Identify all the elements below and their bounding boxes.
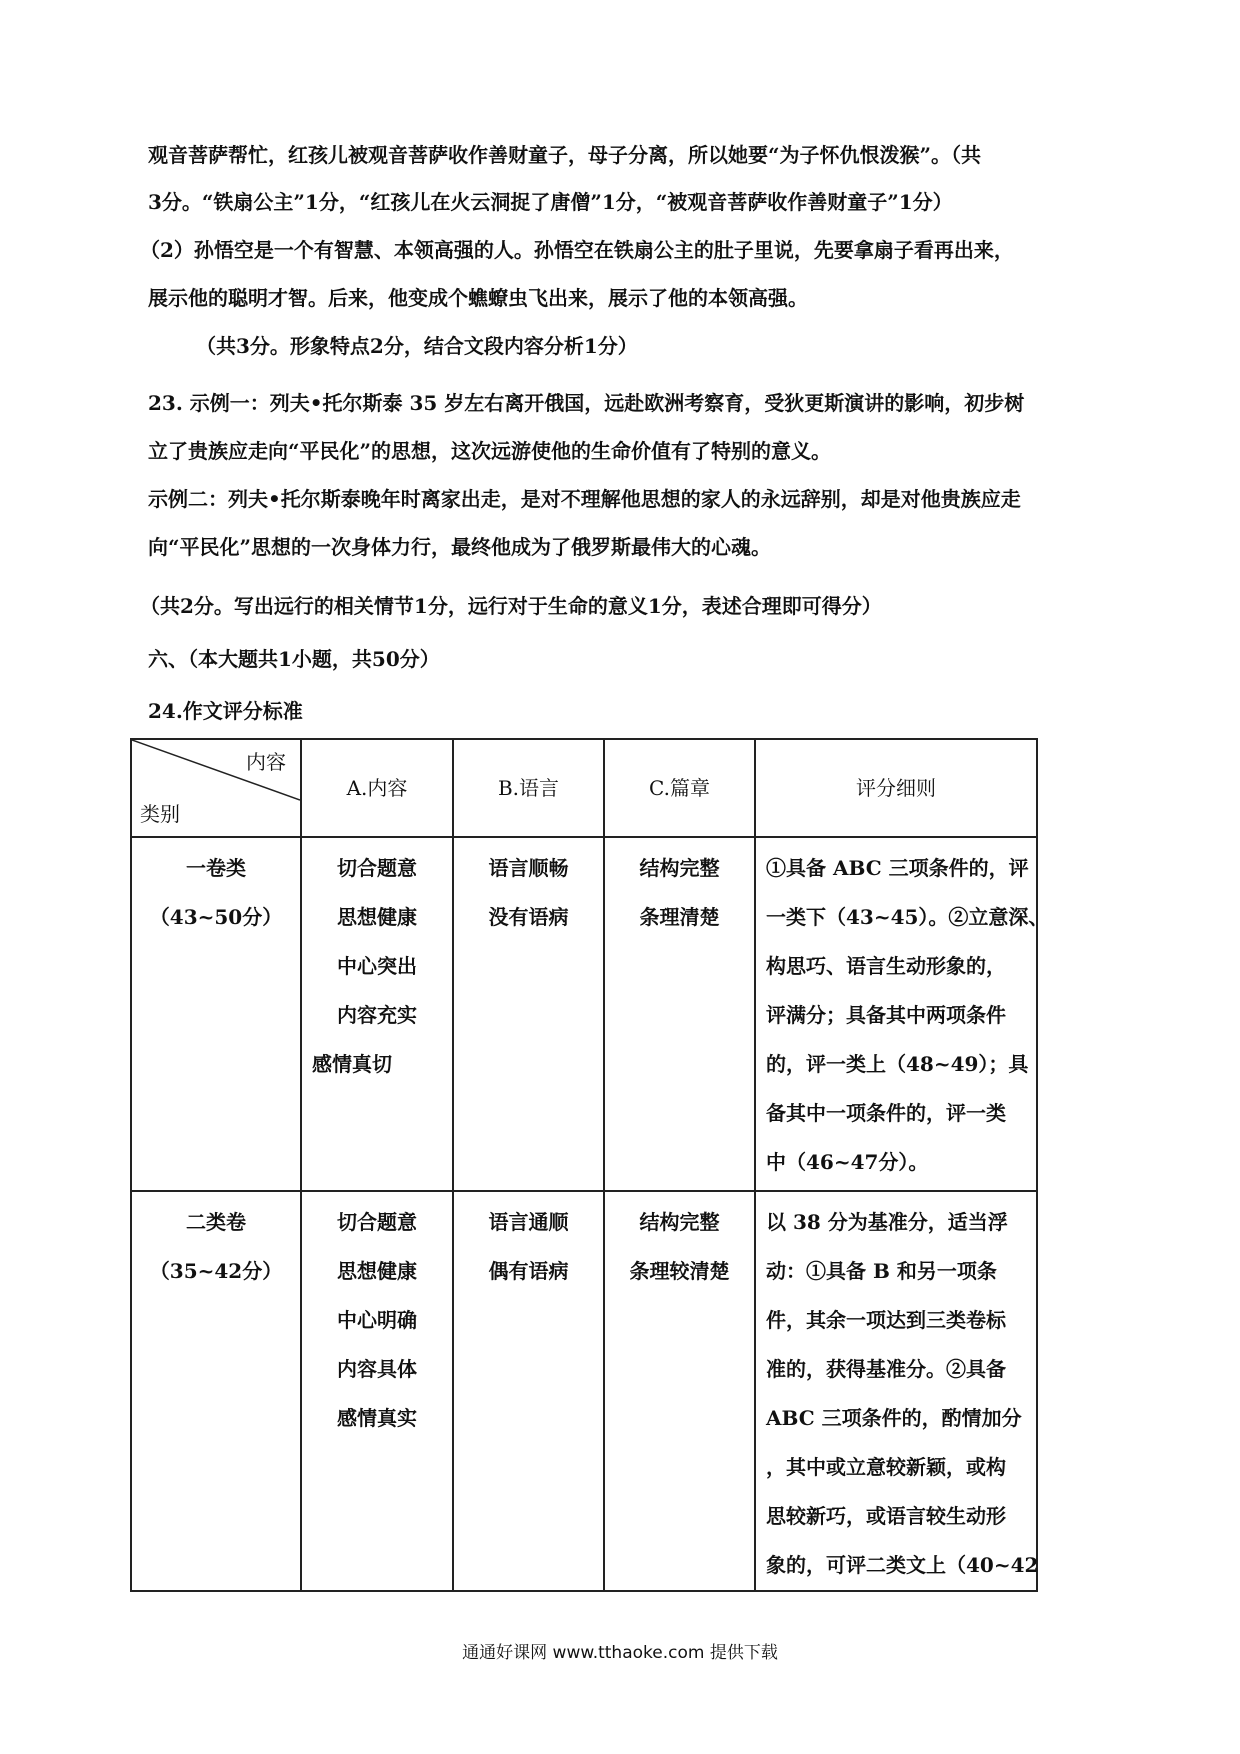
criterion: 偶有语病	[488, 1259, 569, 1283]
content-cell	[301, 837, 453, 1191]
language-cell	[453, 837, 604, 1191]
header-cell: B.语言	[453, 739, 604, 837]
rubric-title: 24.作文评分标准	[148, 699, 303, 723]
category-name: 一卷类	[186, 856, 246, 880]
detail-line: 动：①具备 B 和另一项条	[766, 1259, 997, 1283]
header-cell: 评分细则	[755, 739, 1037, 837]
criterion: 没有语病	[488, 905, 569, 929]
detail-line: 象的，可评二类文上（40~42	[766, 1553, 1039, 1577]
text-line: （共2分。写出远行的相关情节1分，远行对于生命的意义1分，表述合理即可得分）	[140, 594, 882, 618]
criterion: 条理较清楚	[629, 1259, 730, 1283]
page-footer: 通通好课网 www.tthaoke.com 提供下载	[462, 1643, 778, 1663]
criterion: 语言顺畅	[488, 856, 569, 880]
header-cell: A.内容	[301, 739, 453, 837]
structure-cell	[604, 1191, 755, 1591]
section-heading: 六、（本大题共1小题，共50分）	[148, 647, 440, 671]
detail-line: 件，其余一项达到三类卷标	[766, 1308, 1006, 1332]
text-line: 示例二：列夫•托尔斯泰晚年时离家出走，是对不理解他思想的家人的永远辞别，却是对他贵族应走	[148, 487, 1021, 511]
criterion: 结构完整	[639, 856, 720, 880]
criterion: 内容具体	[337, 1357, 417, 1381]
category-range: （35~42分）	[149, 1259, 283, 1283]
text-line: （2）孙悟空是一个有智慧、本领高强的人。孙悟空在铁扇公主的肚子里说，先要拿扇子看再出来，	[140, 238, 1014, 262]
detail-line: 思较新巧，或语言较生动形	[766, 1504, 1006, 1528]
criterion: 中心明确	[337, 1308, 417, 1332]
text-line: 立了贵族应走向“平民化”的思想，这次远游使他的生命价值有了特别的意义。	[148, 439, 832, 463]
criterion: 感情真实	[337, 1406, 417, 1430]
detail-line: ，其中或立意较新颖，或构	[766, 1455, 1006, 1479]
text-line: 3分。“铁扇公主”1分，“红孩儿在火云洞捉了唐僧”1分，“被观音菩萨收作善财童子”1分）	[148, 190, 953, 214]
structure-cell	[604, 837, 755, 1191]
criterion: 结构完整	[639, 1210, 720, 1234]
table-row	[131, 1191, 1037, 1591]
content-cell	[301, 1191, 453, 1591]
detail-line: 准的，获得基准分。②具备	[766, 1357, 1006, 1381]
category-cell	[131, 1191, 301, 1591]
criterion: 切合题意	[337, 1210, 417, 1234]
detail-line: 备其中一项条件的，评一类	[766, 1101, 1006, 1125]
detail-line: 一类下（43~45）。②立意深、	[766, 905, 1049, 929]
detail-line: 的，评一类上（48~49）；具	[766, 1052, 1029, 1076]
table-row	[131, 837, 1037, 1191]
detail-cell	[755, 1191, 1037, 1591]
text-line: 观音菩萨帮忙，红孩儿被观音菩萨收作善财童子，母子分离，所以她要“为子怀仇恨泼猴”。（共	[148, 143, 982, 167]
text-line: 23. 示例一：列夫•托尔斯泰 35 岁左右离开俄国，远赴欧洲考察育，受狄更斯演讲的影响，初步树	[148, 391, 1025, 415]
text-line: （共3分。形象特点2分，结合文段内容分析1分）	[196, 334, 638, 358]
category-name: 二类卷	[186, 1210, 246, 1234]
header-cell: C.篇章	[604, 739, 755, 837]
criterion: 感情真切	[312, 1052, 392, 1076]
detail-line: 构思巧、语言生动形象的，	[766, 954, 1006, 978]
criterion: 切合题意	[337, 856, 417, 880]
detail-line: ABC 三项条件的，酌情加分	[766, 1406, 1022, 1430]
detail-cell	[755, 837, 1049, 1191]
criterion: 语言通顺	[488, 1210, 569, 1234]
detail-line: 中（46~47分）。	[766, 1150, 929, 1174]
text-line: 向“平民化”思想的一次身体力行，最终他成为了俄罗斯最伟大的心魂。	[148, 535, 772, 559]
criterion: 思想健康	[337, 1259, 417, 1283]
corner-top-label: 内容	[246, 750, 286, 774]
criterion: 内容充实	[337, 1003, 417, 1027]
corner-bottom-label: 类别	[140, 802, 180, 826]
category-cell	[131, 837, 301, 1191]
criterion: 中心突出	[337, 954, 417, 978]
category-range: （43~50分）	[149, 905, 283, 929]
text-line: 展示他的聪明才智。后来，他变成个蟭蟟虫飞出来，展示了他的本领高强。	[148, 286, 808, 310]
header-row	[131, 739, 1037, 837]
rubric-table	[130, 738, 1049, 1592]
corner-header-cell	[131, 739, 301, 837]
detail-line: 评满分；具备其中两项条件	[766, 1003, 1006, 1027]
criterion: 条理清楚	[639, 905, 720, 929]
language-cell	[453, 1191, 604, 1591]
criterion: 思想健康	[337, 905, 417, 929]
detail-line: ①具备 ABC 三项条件的，评	[766, 856, 1029, 880]
detail-line: 以 38 分为基准分，适当浮	[766, 1210, 1008, 1234]
